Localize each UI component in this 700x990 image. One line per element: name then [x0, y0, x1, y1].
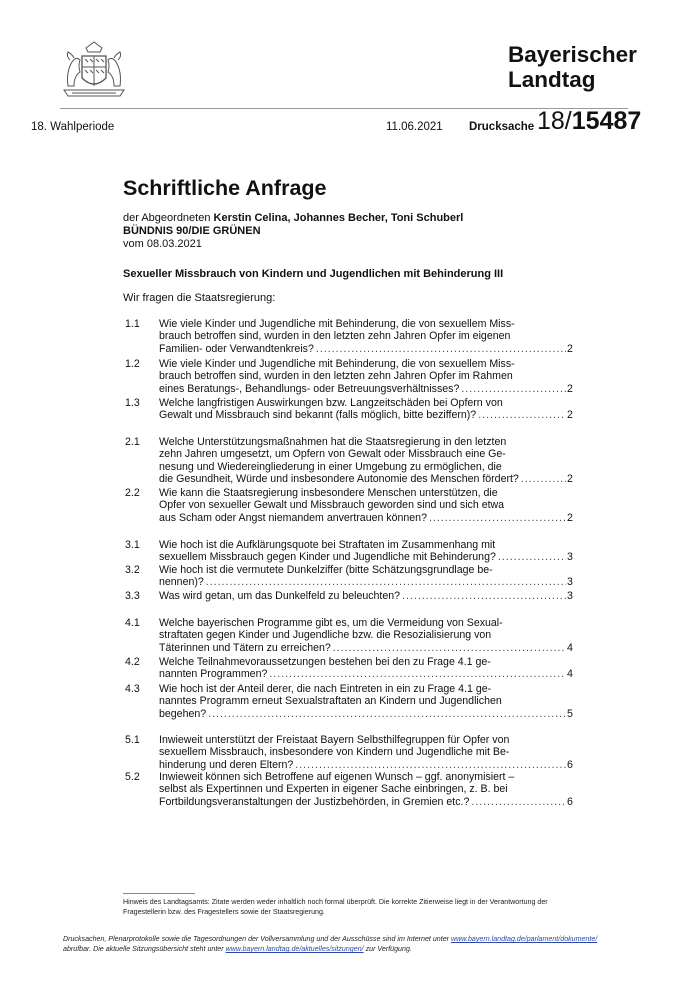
question-text [159, 656, 568, 681]
brand-line-1: Bayerischer [508, 42, 637, 67]
dot-leader [429, 512, 566, 524]
footnote-divider [123, 893, 195, 894]
question-line: Welche Teilnahmevoraussetzungen bestehen bei den zu Frage 4.1 ge- [159, 656, 491, 668]
question-line: hinderung und deren Eltern? [159, 758, 294, 771]
question-line: die Gesundheit, Würde und insbesondere Autonomie des Menschen fördert? [159, 473, 519, 486]
question-text [159, 590, 568, 602]
document-title: Schriftliche Anfrage [123, 176, 327, 200]
question-number: 5.1 [125, 734, 140, 746]
question-line: nannten Programmen? [159, 668, 268, 681]
question-page-ref: 2 [567, 342, 573, 355]
question-line: brauch betroffen sind, wurden in den letzten zehn Jahren Opfer im eigenen [159, 330, 511, 343]
legislative-period: 18. Wahlperiode [31, 121, 115, 133]
question-line: sexuellem Missbrauch gegen Kinder und Jugendliche mit Behinderung? [159, 551, 496, 564]
question-line: Gewalt und Missbrauch sind bekannt (falls möglich, bitte beziffern)? [159, 409, 477, 422]
question-text [159, 564, 568, 589]
authors-line [123, 212, 463, 225]
footnote: Hinweis des Landtagsamts: Zitate werden weder inhaltlich noch formal überprüft. Die korrekte Zitierweise liegt in der Verantwortung der Fragestellerin bzw. des Fragestellers sowie der Staatsregierung. [123, 898, 548, 916]
landtag-brand [508, 42, 637, 92]
question-number: 5.2 [125, 771, 140, 783]
question-text [159, 397, 568, 422]
question-line: Wie hoch ist der Anteil derer, die nach Eintreten in ein zu Frage 4.1 ge- [159, 683, 492, 695]
question-page-ref: 2 [567, 382, 573, 395]
question-page-ref: 3 [567, 590, 573, 602]
question-text [159, 771, 568, 808]
drucksache-prefix: 18/ [537, 107, 572, 135]
authors: Kerstin Celina, Johannes Becher, Toni Schuberl [213, 212, 464, 224]
question-line: aus Scham oder Angst niemandem anvertrauen können? [159, 511, 427, 524]
documents-link[interactable]: www.bayern.landtag.de/parlament/dokumente/ [451, 935, 598, 943]
question-text [159, 318, 568, 355]
dot-leader [316, 343, 566, 355]
dot-leader [269, 668, 566, 680]
question-page-ref: 6 [567, 795, 573, 808]
bavarian-coat-of-arms-icon [60, 38, 128, 100]
dot-leader [295, 759, 566, 771]
question-text [159, 617, 568, 654]
question-last-line [159, 642, 568, 654]
question-last-line [159, 708, 568, 720]
question-number: 4.1 [125, 617, 140, 629]
dot-leader [333, 642, 566, 654]
question-number: 1.2 [125, 358, 140, 370]
question-line: selbst als Expertinnen und Experten in eigener Sache einbringen, z. B. bei [159, 783, 508, 796]
dot-leader [206, 576, 566, 588]
question-last-line [159, 409, 568, 421]
question-page-ref: 2 [567, 511, 573, 524]
question-line: Wie viele Kinder und Jugendliche mit Behinderung, die von sexuellem Miss- [159, 358, 515, 370]
question-page-ref: 6 [567, 758, 573, 771]
question-page-ref: 3 [567, 576, 573, 589]
question-line: nennen)? [159, 576, 204, 589]
question-line: Welche langfristigen Auswirkungen bzw. Langzeitschäden bei Opfern von [159, 397, 503, 409]
question-line: zehn Jahren umgesetzt, um Opfern von Gewalt oder Missbrauch eine Ge- [159, 448, 506, 461]
question-last-line [159, 590, 568, 602]
document-date: 11.06.2021 [386, 121, 443, 133]
question-line: Familien- oder Verwandtenkreis? [159, 342, 314, 355]
question-page-ref: 4 [567, 668, 573, 681]
dot-leader [471, 796, 566, 808]
dot-leader [208, 708, 566, 720]
question-last-line [159, 383, 568, 395]
question-line: Wie kann die Staatsregierung insbesondere Menschen unterstützen, die [159, 487, 498, 499]
dot-leader [498, 551, 566, 563]
document-subject: Sexueller Missbrauch von Kindern und Jugendlichen mit Behinderung III [123, 268, 504, 280]
question-number: 3.1 [125, 539, 140, 551]
question-last-line [159, 512, 568, 524]
question-line: Welche bayerischen Programme gibt es, um die Vermeidung von Sexual- [159, 617, 503, 629]
question-line: Welche Unterstützungsmaßnahmen hat die Staatsregierung in den letzten [159, 436, 507, 448]
question-line: Inwieweit können sich Betroffene auf eigenen Wunsch – ggf. anonymisiert – [159, 771, 515, 783]
question-line: begehen? [159, 707, 207, 720]
dot-leader [402, 590, 566, 602]
footer-text-1: Drucksachen, Plenarprotokolle sowie die Tagesordnungen der Vollversammlung und der Ausschüsse sind im Internet unter [63, 935, 452, 943]
question-number: 2.2 [125, 487, 140, 499]
question-number: 1.1 [125, 318, 140, 330]
question-line: nesung und Wiedereingliederung in einer Umgebung zu ermöglichen, die [159, 460, 502, 473]
question-number: 3.3 [125, 590, 140, 602]
question-last-line [159, 759, 568, 771]
party: BÜNDNIS 90/DIE GRÜNEN [123, 225, 261, 237]
drucksache-label: Drucksache [469, 121, 535, 133]
question-text [159, 487, 568, 524]
question-line: sexuellem Missbrauch, insbesondere von Kindern und Jugendliche mit Be- [159, 746, 510, 759]
footer-text-3: zur Verfügung. [363, 945, 412, 953]
question-text [159, 358, 568, 395]
question-line: brauch betroffen sind, wurden in den letzten zehn Jahren Opfer im Rahmen [159, 370, 513, 383]
page-footer [63, 934, 623, 954]
question-last-line [159, 473, 568, 485]
question-line: Opfer von sexueller Gewalt und Missbrauch geworden sind und sich etwa [159, 499, 505, 512]
question-line: Wie hoch ist die Aufklärungsquote bei Straftaten im Zusammenhang mit [159, 539, 496, 551]
document-meta [123, 212, 463, 251]
question-page-ref: 5 [567, 707, 573, 720]
question-text [159, 539, 568, 564]
question-number: 4.2 [125, 656, 140, 668]
question-page-ref: 2 [567, 473, 573, 486]
question-last-line [159, 576, 568, 588]
dot-leader [461, 383, 566, 395]
drucksache-number [537, 106, 641, 136]
dot-leader [521, 473, 566, 485]
submitted-date: vom 08.03.2021 [123, 238, 202, 250]
question-number: 1.3 [125, 397, 140, 409]
question-line: Fortbildungsveranstaltungen der Justizbehörden, in Gremien etc.? [159, 795, 470, 808]
question-page-ref: 2 [567, 409, 573, 422]
question-text [159, 436, 568, 486]
question-last-line [159, 343, 568, 355]
question-last-line [159, 668, 568, 680]
brand-line-2: Landtag [508, 67, 596, 92]
sessions-link[interactable]: www.bayern.landtag.de/aktuelles/sitzungen/ [225, 945, 364, 953]
question-page-ref: 4 [567, 641, 573, 654]
question-line: nanntes Programm erneut Sexualstraftaten an Kindern und Jugendlichen [159, 695, 502, 708]
question-line: Inwieweit unterstützt der Freistaat Bayern Selbsthilfegruppen für Opfer von [159, 734, 510, 746]
question-line: Was wird getan, um das Dunkelfeld zu beleuchten? [159, 590, 401, 602]
question-line: eines Beratungs-, Behandlungs- oder Betreuungsverhältnisses? [159, 382, 460, 395]
question-text [159, 734, 568, 771]
question-number: 2.1 [125, 436, 140, 448]
question-line: Wie viele Kinder und Jugendliche mit Behinderung, die von sexuellem Miss- [159, 318, 515, 330]
question-last-line [159, 551, 568, 563]
question-text [159, 683, 568, 720]
dot-leader [478, 409, 566, 421]
question-number: 4.3 [125, 683, 140, 695]
question-last-line [159, 796, 568, 808]
document-intro: Wir fragen die Staatsregierung: [123, 292, 276, 304]
question-page-ref: 3 [567, 551, 573, 564]
question-number: 3.2 [125, 564, 140, 576]
question-line: Wie hoch ist die vermutete Dunkelziffer (bitte Schätzungsgrundlage be- [159, 564, 493, 576]
question-line: Täterinnen und Tätern zu erreichen? [159, 641, 331, 654]
question-line: straftaten gegen Kinder und Jugendliche bzw. die Resozialisierung von [159, 629, 492, 642]
authors-prefix: der Abgeordneten [123, 212, 211, 224]
drucksache-id: 15487 [571, 107, 642, 135]
footer-text-2: abrufbar. Die aktuelle Sitzungsübersicht steht unter [63, 945, 226, 953]
